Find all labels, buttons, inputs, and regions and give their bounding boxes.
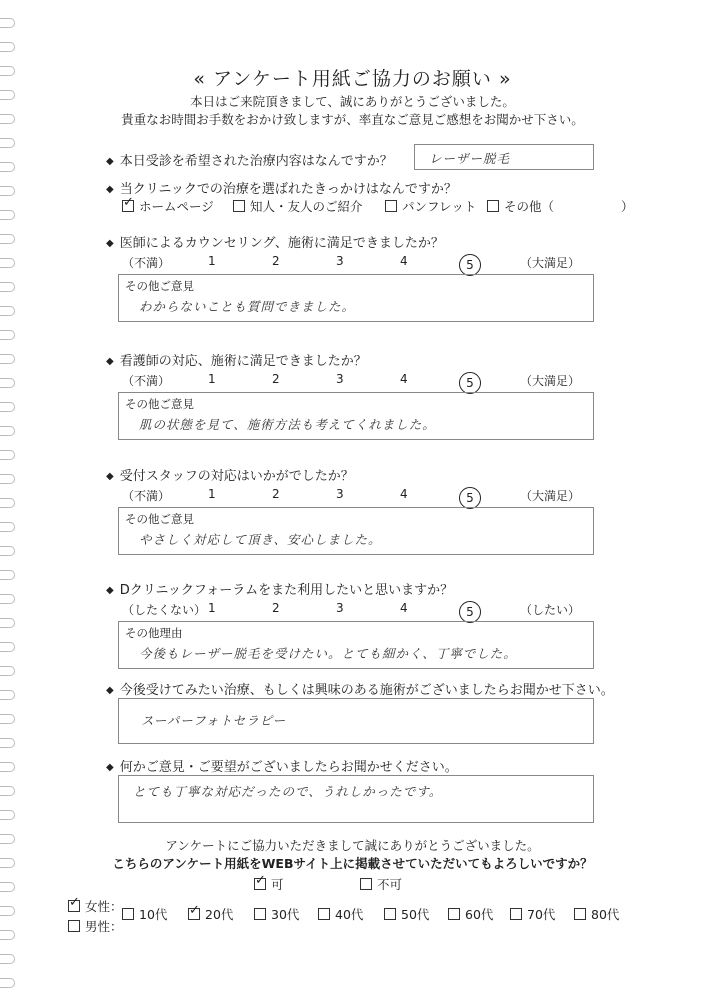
answer-box-7[interactable] <box>118 698 594 744</box>
scale-low-label: （不満） <box>122 256 171 270</box>
age-option-7[interactable]: 80代 <box>574 905 619 923</box>
gender-female[interactable]: ✓女性： <box>68 897 123 915</box>
rating-option-3[interactable]: 3 <box>336 487 344 501</box>
binder-ring <box>0 594 15 604</box>
binder-ring <box>0 930 15 940</box>
age-option-0[interactable]: 10代 <box>122 905 167 923</box>
checkbox-icon[interactable] <box>385 200 397 212</box>
consent-yes[interactable]: ✓可 <box>254 875 284 893</box>
checkbox-icon[interactable] <box>510 908 522 920</box>
binder-ring <box>0 642 15 652</box>
rating-option-1[interactable]: 1 <box>208 254 216 268</box>
comment-text: 今後もレーザー脱毛を受けたい。とても細かく、丁寧でした。 <box>139 646 517 661</box>
checkbox-icon[interactable] <box>122 908 134 920</box>
question-8: ◆ 何かご意見・ご要望がございましたらお聞かせください。 <box>106 756 458 775</box>
comment-label: その他ご意見 <box>125 512 194 526</box>
binder-ring <box>0 714 15 724</box>
option-other[interactable]: その他（ <box>487 197 554 215</box>
binder-ring <box>0 522 15 532</box>
binder-ring <box>0 618 15 628</box>
binder-ring <box>0 882 15 892</box>
checkbox-icon[interactable] <box>68 900 80 912</box>
age-option-3[interactable]: 40代 <box>318 905 363 923</box>
binder-ring <box>0 738 15 748</box>
binder-ring <box>0 570 15 580</box>
age-option-5[interactable]: 60代 <box>448 905 493 923</box>
scale-low-label: （したくない） <box>122 603 207 617</box>
checkbox-icon[interactable] <box>384 908 396 920</box>
gender-male[interactable]: 男性： <box>68 917 123 935</box>
binder-ring <box>0 762 15 772</box>
binder-ring <box>0 138 15 148</box>
closing-line-1: アンケートにご協力いただきまして誠にありがとうございました。 <box>165 838 540 853</box>
page-title: « アンケート用紙ご協力のお願い » <box>193 68 512 90</box>
scale-high-label: （大満足） <box>520 374 581 388</box>
comment-box[interactable] <box>118 621 594 669</box>
binder-ring <box>0 426 15 436</box>
comment-text: やさしく対応して頂き、安心しました。 <box>139 532 382 547</box>
rating-option-3[interactable]: 3 <box>336 372 344 386</box>
intro-line-2: 貴重なお時間お手数をおかけ致しますが、率直なご意見ご感想をお聞かせ下さい。 <box>121 112 584 127</box>
checkbox-icon[interactable] <box>360 878 372 890</box>
rating-option-1[interactable]: 1 <box>208 601 216 615</box>
binder-ring <box>0 42 15 52</box>
binder-ring <box>0 666 15 676</box>
rating-option-3[interactable]: 3 <box>336 601 344 615</box>
binder-ring <box>0 18 15 28</box>
binder-ring <box>0 330 15 340</box>
rating-option-1[interactable]: 1 <box>208 487 216 501</box>
answer-7: スーパーフォトセラピー <box>141 713 287 728</box>
option-other-close: ） <box>621 199 634 214</box>
question-7: ◆ 今後受けてみたい治療、もしくは興味のある施術がございましたらお聞かせ下さい。 <box>106 679 614 698</box>
rating-option-4[interactable]: 4 <box>400 487 408 501</box>
question-2: ◆ 当クリニックでの治療を選ばれたきっかけはなんですか？ <box>106 178 457 197</box>
rating-option-2[interactable]: 2 <box>272 487 280 501</box>
intro-line-1: 本日はご来院頂きまして、誠にありがとうございました。 <box>190 94 515 109</box>
binder-ring <box>0 690 15 700</box>
scale-low-label: （不満） <box>122 374 171 388</box>
rating-option-2[interactable]: 2 <box>272 372 280 386</box>
binder-ring <box>0 498 15 508</box>
checkbox-icon[interactable] <box>122 200 134 212</box>
binder-ring <box>0 978 15 988</box>
checkbox-icon[interactable] <box>318 908 330 920</box>
consent-no[interactable]: 不可 <box>360 875 402 893</box>
comment-text: わからないことも質問できました。 <box>139 299 356 314</box>
question-1: ◆ 本日受診を希望された治療内容はなんですか？ <box>106 150 393 169</box>
rating-option-1[interactable]: 1 <box>208 372 216 386</box>
comment-box[interactable] <box>118 507 594 555</box>
checkbox-icon[interactable] <box>574 908 586 920</box>
option-homepage[interactable]: ✓ホームページ <box>122 197 214 215</box>
checkbox-icon[interactable] <box>68 920 80 932</box>
binder-ring <box>0 546 15 556</box>
scale-high-label: （大満足） <box>520 256 581 270</box>
answer-box-8[interactable] <box>118 775 594 823</box>
question-4: ◆ 看護師の対応、施術に満足できましたか？ <box>106 350 367 369</box>
checkbox-icon[interactable] <box>188 908 200 920</box>
comment-label: その他ご意見 <box>125 279 194 293</box>
binder-ring <box>0 210 15 220</box>
checkbox-icon[interactable] <box>254 878 266 890</box>
binder-ring <box>0 354 15 364</box>
question-6: ◆ Dクリニックフォーラムをまた利用したいと思いますか？ <box>106 579 453 598</box>
rating-option-3[interactable]: 3 <box>336 254 344 268</box>
binder-ring <box>0 234 15 244</box>
scale-high-label: （したい） <box>520 603 581 617</box>
rating-option-5[interactable]: 5 <box>464 254 481 276</box>
binder-ring <box>0 162 15 172</box>
binder-ring <box>0 906 15 916</box>
rating-option-5[interactable]: 5 <box>464 487 481 509</box>
answer-box-1[interactable] <box>414 144 594 170</box>
rating-option-4[interactable]: 4 <box>400 254 408 268</box>
binder-ring <box>0 378 15 388</box>
binder-ring <box>0 450 15 460</box>
binder-ring <box>0 786 15 796</box>
binder-ring <box>0 258 15 268</box>
comment-box[interactable] <box>118 274 594 322</box>
rating-option-4[interactable]: 4 <box>400 601 408 615</box>
scale-high-label: （大満足） <box>520 489 581 503</box>
comment-box[interactable] <box>118 392 594 440</box>
checkbox-icon[interactable] <box>254 908 266 920</box>
comment-label: その他ご意見 <box>125 397 194 411</box>
age-option-2[interactable]: 30代 <box>254 905 299 923</box>
question-3: ◆ 医師によるカウンセリング、施術に満足できましたか？ <box>106 232 444 251</box>
rating-option-5[interactable]: 5 <box>464 372 481 394</box>
comment-label: その他理由 <box>125 626 183 640</box>
answer-1: レーザー脱毛 <box>429 151 511 166</box>
answer-8: とても丁寧な対応だったので、うれしかったです。 <box>133 784 443 799</box>
binder-ring <box>0 282 15 292</box>
option-pamphlet[interactable]: パンフレット <box>385 197 476 215</box>
binder-ring <box>0 810 15 820</box>
closing-line-2: こちらのアンケート用紙をWEBサイト上に掲載させていただいてもよろしいですか？ <box>112 856 593 871</box>
age-option-4[interactable]: 50代 <box>384 905 429 923</box>
comment-text: 肌の状態を見て、施術方法も考えてくれました。 <box>139 417 436 432</box>
question-5: ◆ 受付スタッフの対応はいかがでしたか？ <box>106 465 354 484</box>
binder-ring <box>0 186 15 196</box>
scale-low-label: （不満） <box>122 489 171 503</box>
binder-ring <box>0 306 15 316</box>
rating-option-2[interactable]: 2 <box>272 601 280 615</box>
rating-option-2[interactable]: 2 <box>272 254 280 268</box>
checkbox-icon[interactable] <box>487 200 499 212</box>
checkbox-icon[interactable] <box>448 908 460 920</box>
age-option-1[interactable]: ✓ 20代 <box>188 905 233 923</box>
binder-ring <box>0 954 15 964</box>
binder-ring <box>0 474 15 484</box>
binder-ring <box>0 402 15 412</box>
option-referral[interactable]: 知人・友人のご紹介 <box>233 197 363 215</box>
rating-option-4[interactable]: 4 <box>400 372 408 386</box>
rating-option-5[interactable]: 5 <box>464 601 481 623</box>
age-option-6[interactable]: 70代 <box>510 905 555 923</box>
checkbox-icon[interactable] <box>233 200 245 212</box>
